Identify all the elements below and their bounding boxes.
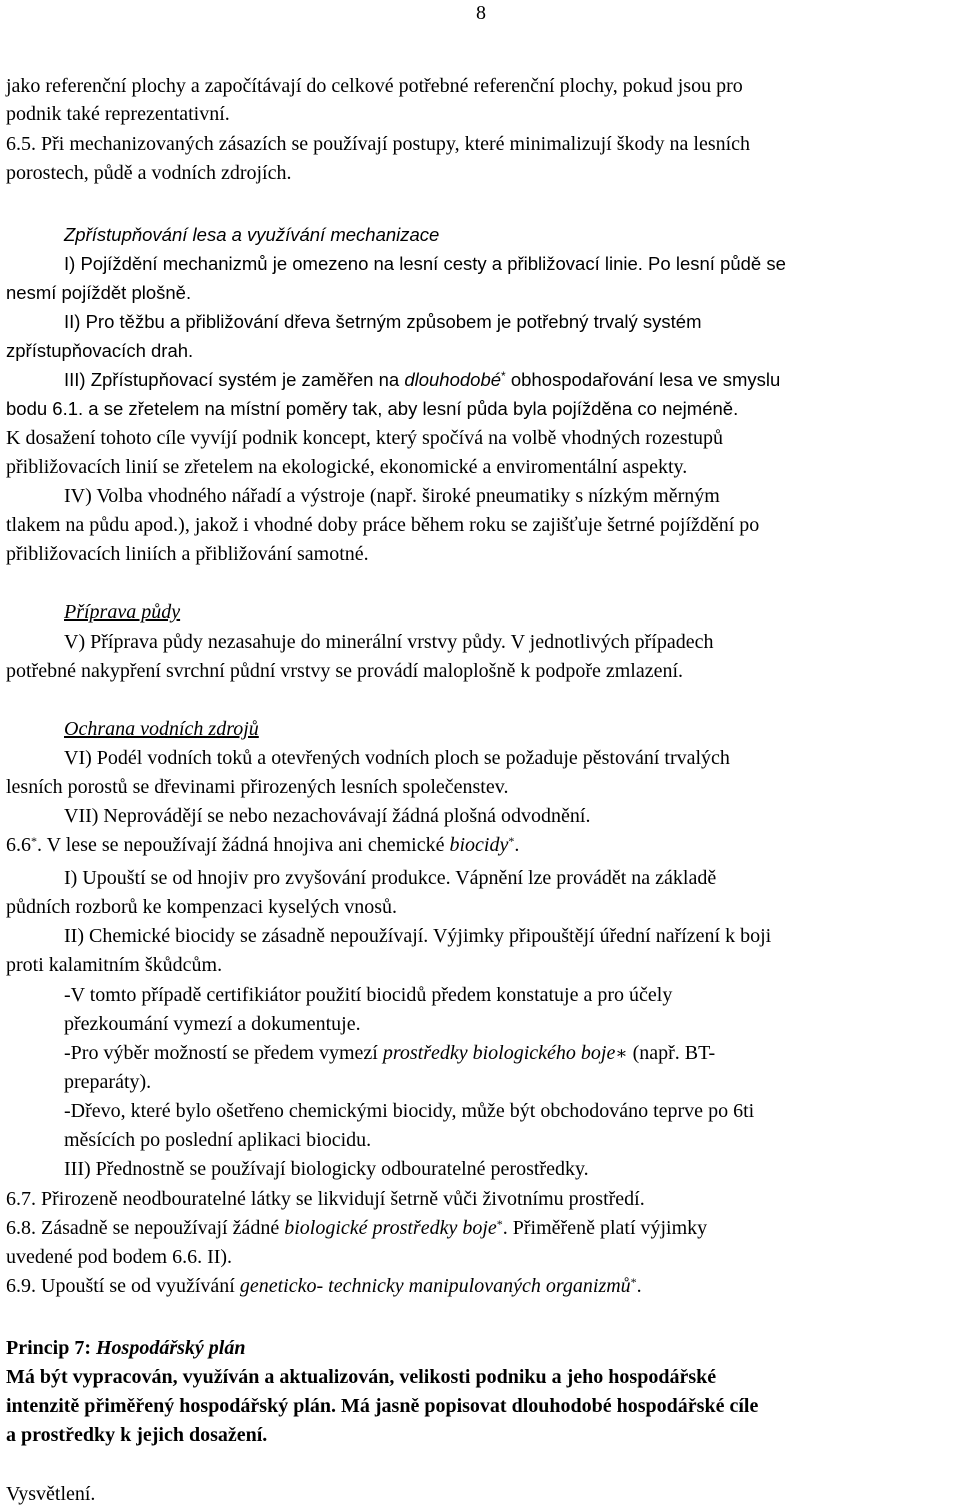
text-line: nesmí pojíždět plošně. xyxy=(6,282,192,303)
text-line: IV) Volba vhodného nářadí a výstroje (např. široké pneumatiky s nízkým měrným xyxy=(64,485,720,507)
section-heading-access: Zpřístupňování lesa a využívání mechanizace xyxy=(64,224,440,245)
text-line: proti kalamitním škůdcům. xyxy=(6,954,223,976)
italic-term: biologické prostředky boje xyxy=(284,1217,497,1239)
text-line: V) Příprava půdy nezasahuje do minerální vrstvy půdy. V jednotlivých případech xyxy=(64,631,714,653)
footnote-marker: * xyxy=(31,834,37,848)
section-heading-soil: Příprava půdy xyxy=(64,601,181,623)
text-line: přibližovacích liniích a přibližování samotné. xyxy=(6,543,369,565)
text-line: lesních porostů se dřevinami přirozených lesních společenstev. xyxy=(6,776,509,798)
principle-text-line: a prostředky k jejich dosažení. xyxy=(6,1424,268,1446)
text-line xyxy=(6,1216,707,1242)
text-line: VI) Podél vodních toků a otevřených vodních ploch se požaduje pěstování trvalých xyxy=(64,747,730,769)
text-span: -Pro výběr možností se předem vymezí xyxy=(64,1042,383,1064)
text-span: . xyxy=(636,1275,642,1297)
text-line: zpřístupňovacích drah. xyxy=(6,340,194,361)
principle-heading xyxy=(6,1336,245,1362)
footnote-marker: * xyxy=(501,369,506,383)
explanation-label: Vysvětlení. xyxy=(6,1483,96,1505)
text-line: potřebné nakypření svrchní půdní vrstvy se provádí maloplošně k podpoře zmlazení. xyxy=(6,660,684,682)
text-line: -Dřevo, které bylo ošetřeno chemickými biocidy, může být obchodováno teprve po 6ti xyxy=(64,1100,755,1122)
italic-term: biocidy xyxy=(449,834,509,856)
italic-term: prostředky biologického boje xyxy=(382,1042,616,1064)
text-line: bodu 6.1. a se zřetelem na místní poměry tak, aby lesní půda byla pojížděna co nejméně. xyxy=(6,398,739,419)
principle-title: Hospodářský plán xyxy=(96,1337,246,1359)
footnote-marker: ∗ xyxy=(615,1043,628,1063)
page-number: 8 xyxy=(476,2,486,24)
text-span: 6.6 xyxy=(6,834,31,856)
text-span: . xyxy=(514,834,520,856)
section-heading-water: Ochrana vodních zdrojů xyxy=(64,718,259,740)
text-line: 6.7. Přirozeně neodbouratelné látky se likvidují šetrně vůči životnímu prostředí. xyxy=(6,1188,645,1210)
text-line: II) Pro těžbu a přibližování dřeva šetrným způsobem je potřebný trvalý systém xyxy=(64,311,702,332)
text-line: přibližovacích linií se zřetelem na ekologické, ekonomické a enviromentální aspekty. xyxy=(6,456,688,478)
italic-term: dlouhodobé xyxy=(404,369,502,390)
text-line: -V tomto případě certifikiátor použití biocidů předem konstatuje a pro účely xyxy=(64,984,673,1006)
text-line: tlakem na půdu apod.), jakož i vhodné doby práce během roku se zajišťuje šetrné pojíždění po xyxy=(6,514,760,536)
text-line: přezkoumání vymezí a dokumentuje. xyxy=(64,1013,361,1035)
text-line xyxy=(6,833,519,859)
text-line: I) Pojíždění mechanizmů je omezeno na lesní cesty a přibližovací linie. Po lesní půdě se xyxy=(64,253,786,274)
text-line: I) Upouští se od hnojiv pro zvyšování produkce. Vápnění lze provádět na základě xyxy=(64,867,717,889)
text-line: měsících po poslední aplikaci biocidu. xyxy=(64,1129,372,1151)
text-line: uvedené pod bodem 6.6. II). xyxy=(6,1246,233,1268)
principle-text-line: Má být vypracován, využíván a aktualizován, velikosti podniku a jeho hospodářské xyxy=(6,1366,717,1388)
text-span: . V lese se nepoužívají žádná hnojiva ani chemické xyxy=(37,834,450,856)
text-line xyxy=(6,1274,642,1300)
footnote-marker: * xyxy=(630,1275,637,1289)
text-line: porostech, půdě a vodních zdrojích. xyxy=(6,162,292,184)
principle-label: Princip 7: xyxy=(6,1337,96,1359)
text-line: jako referenční plochy a započítávají do celkové potřebné referenční plochy, pokud jsou pro xyxy=(6,75,743,97)
text-span: (např. BT- xyxy=(627,1042,716,1064)
text-line: III) Přednostně se používají biologicky odbouratelné perostředky. xyxy=(64,1158,589,1180)
footnote-marker: * xyxy=(508,834,515,848)
text-line: preparáty). xyxy=(64,1071,152,1093)
text-line xyxy=(64,1041,715,1067)
italic-term: geneticko- technicky manipulovaných organizmů xyxy=(239,1275,631,1297)
text-span: 6.8. Zásadně se nepoužívají žádné xyxy=(6,1217,285,1239)
text-line: K dosažení tohoto cíle vyvíjí podnik koncept, který spočívá na volbě vhodných rozestupů xyxy=(6,427,724,449)
text-line: VII) Neprovádějí se nebo nezachovávají žádná plošná odvodnění. xyxy=(64,805,591,827)
text-line: půdních rozborů ke kompenzaci kyselých vnosů. xyxy=(6,896,398,918)
principle-text-line: intenzitě přiměřený hospodářský plán. Má jasně popisovat dlouhodobé hospodářské cíle xyxy=(6,1395,759,1417)
text-span: III) Zpřístupňovací systém je zaměřen na xyxy=(64,369,405,390)
text-span: 6.9. Upouští se od využívání xyxy=(6,1275,240,1297)
text-line: 6.5. Při mechanizovaných zásazích se používají postupy, které minimalizují škody na lesních xyxy=(6,133,751,155)
text-line xyxy=(64,368,780,394)
text-span: . Přiměřeně platí výjimky xyxy=(502,1217,708,1239)
footnote-marker: * xyxy=(496,1217,503,1231)
text-line: II) Chemické biocidy se zásadně nepoužívají. Výjimky připouštějí úřední nařízení k boji xyxy=(64,925,772,947)
text-line: podnik také reprezentativní. xyxy=(6,103,230,125)
text-span: obhospodařování lesa ve smyslu xyxy=(505,369,781,390)
